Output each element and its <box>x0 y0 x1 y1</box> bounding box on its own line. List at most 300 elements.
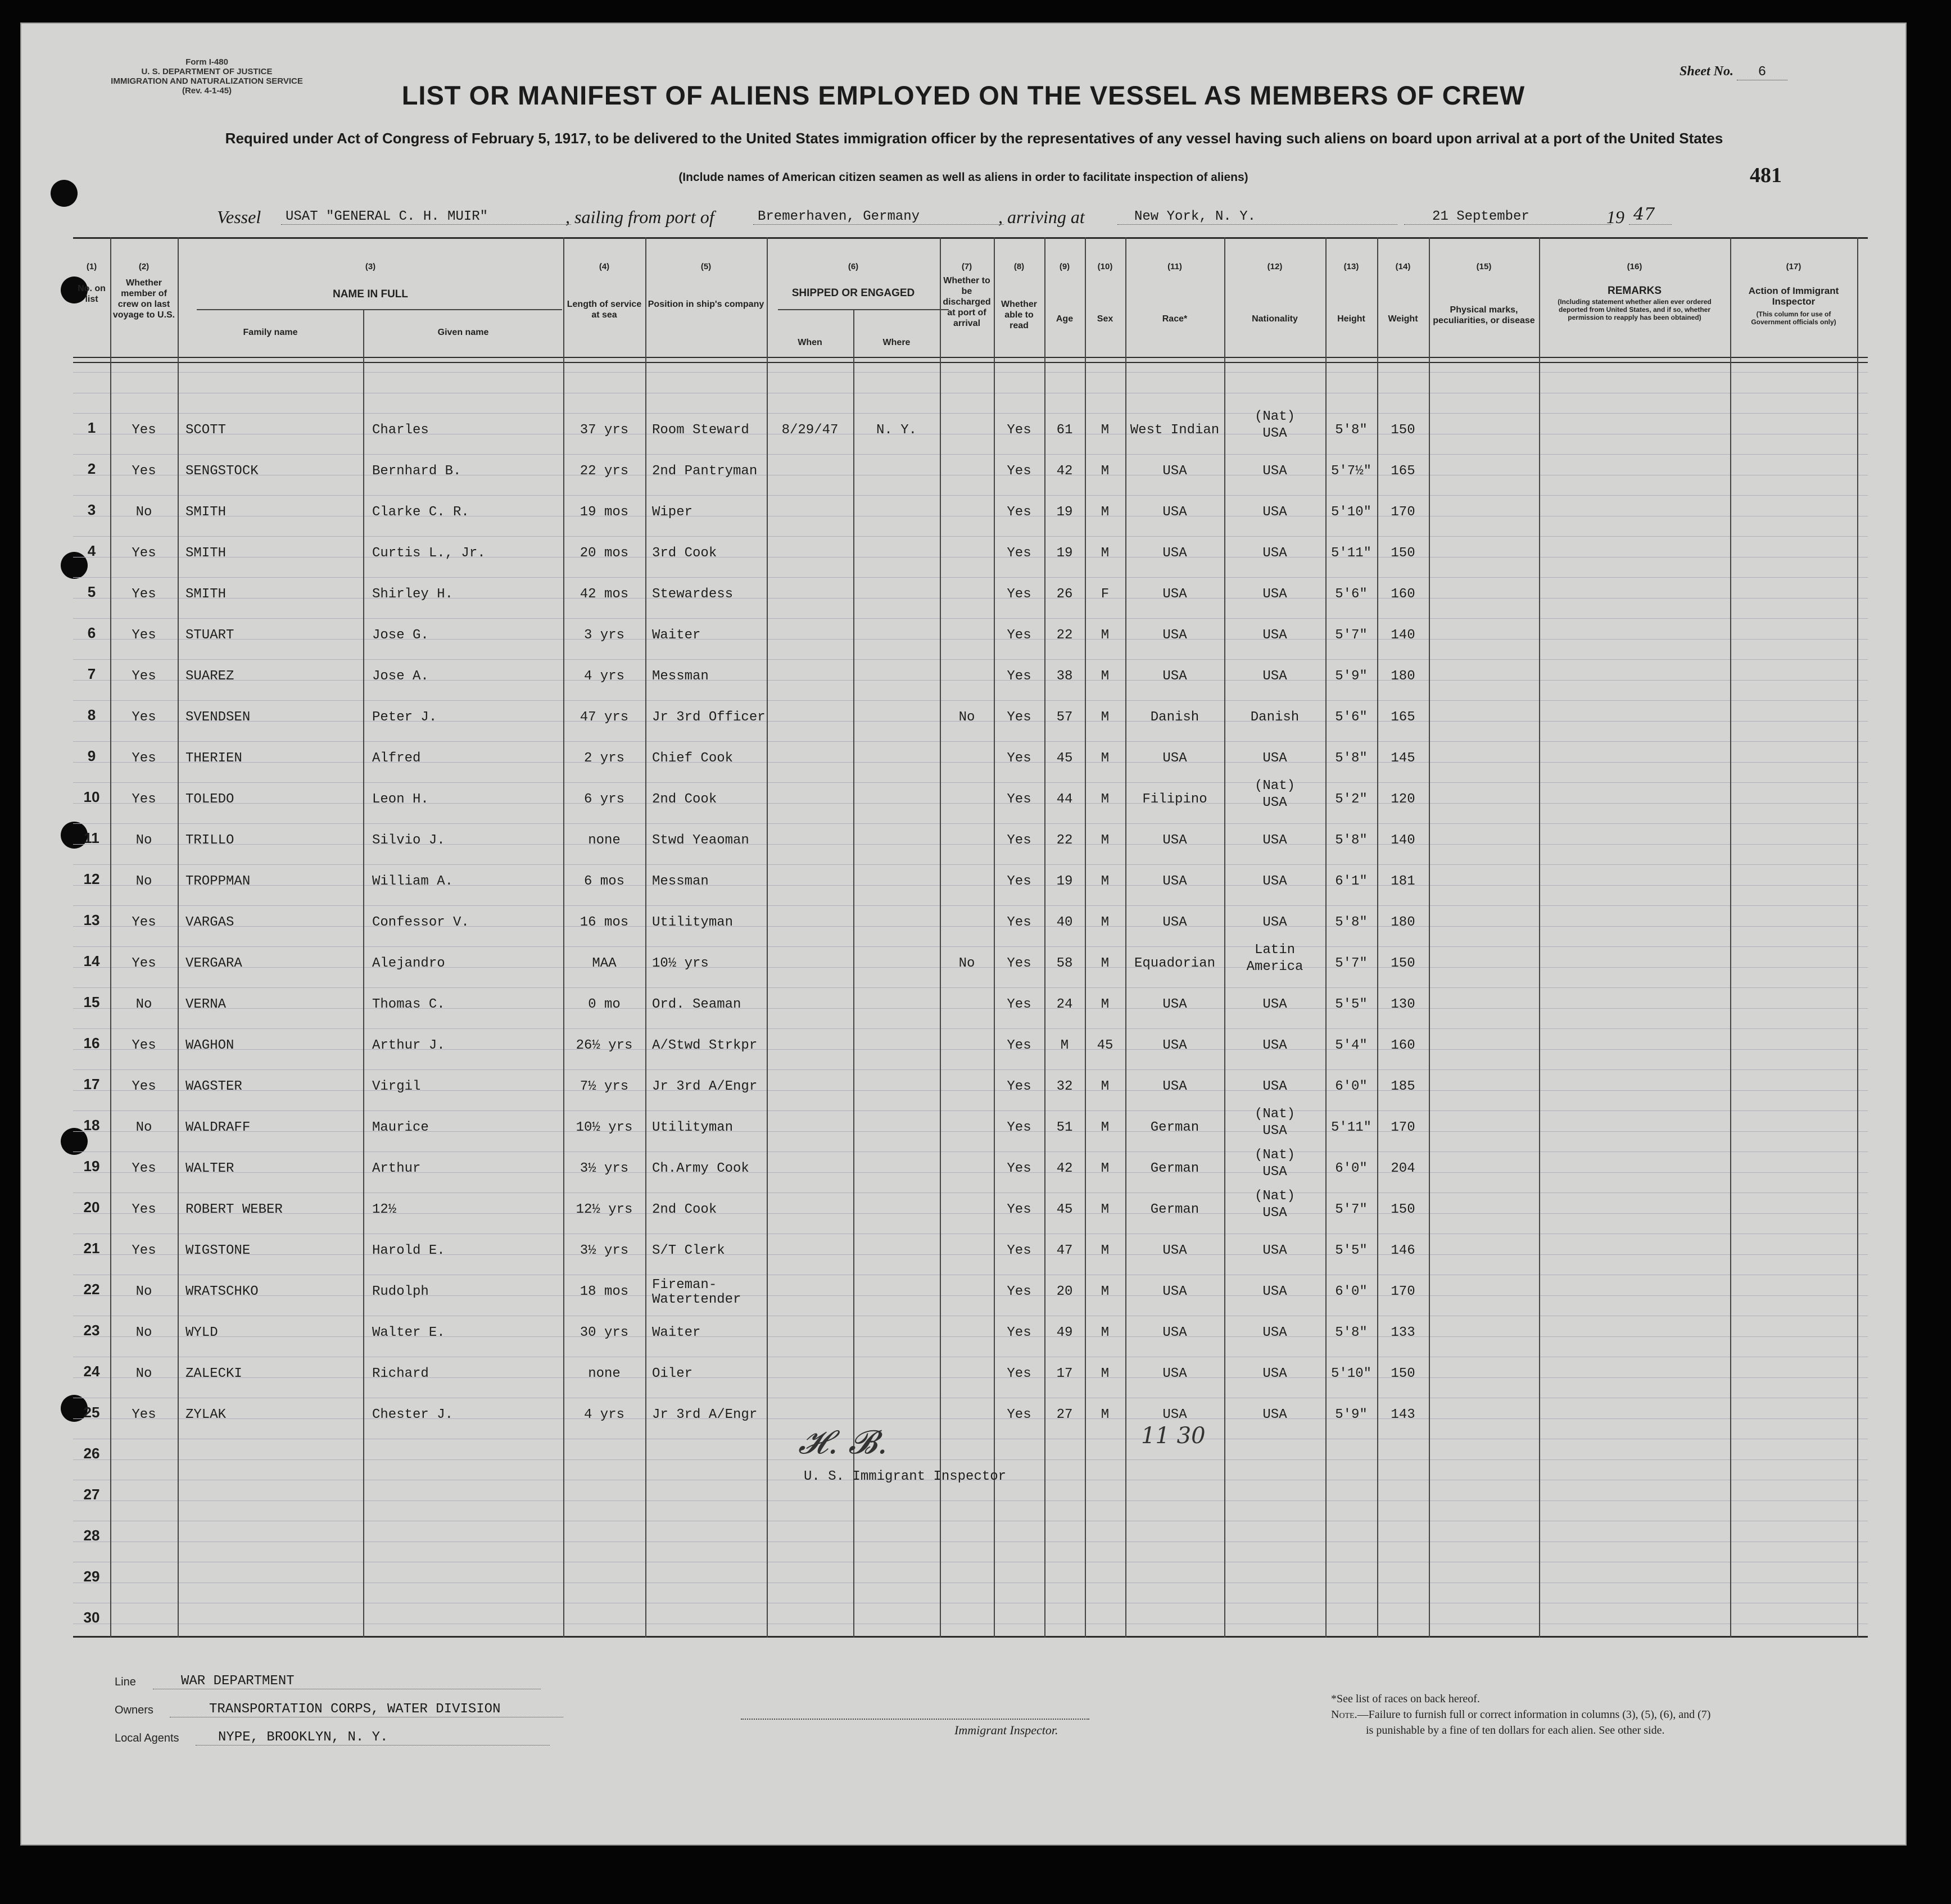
cell-read: Yes <box>1007 1202 1031 1217</box>
column-divider <box>1224 237 1225 1638</box>
cell-service: 42 mos <box>580 587 629 602</box>
cell-position: Fireman- <box>652 1277 717 1293</box>
cell-age: 45 <box>1056 1202 1073 1217</box>
cell-sex: M <box>1101 956 1110 971</box>
column-divider <box>645 237 646 1638</box>
cell-weight: 180 <box>1391 915 1415 930</box>
cell-sex: M <box>1101 1284 1110 1299</box>
cell-nationality: USA <box>1262 997 1287 1012</box>
cell-last: Yes <box>132 669 156 684</box>
cell-family: WRATSCHKO <box>185 1284 259 1299</box>
cell-weight: 146 <box>1391 1243 1415 1258</box>
cell-family: WALTER <box>185 1161 234 1176</box>
cell-read: Yes <box>1007 587 1031 602</box>
cell-read: Yes <box>1007 833 1031 848</box>
cell-family: WAGHON <box>185 1038 234 1053</box>
cell-height: 5'8" <box>1335 423 1368 438</box>
col-14-header: Weight <box>1388 314 1418 324</box>
row-number: 3 <box>87 501 96 518</box>
row-number: 5 <box>87 583 96 600</box>
given-name-header: Given name <box>437 328 489 337</box>
cell-service: none <box>588 833 621 848</box>
row-number: 28 <box>83 1527 100 1544</box>
cell-last: Yes <box>132 710 156 725</box>
cell-family: SMITH <box>185 587 227 602</box>
col-11-header: Race* <box>1162 314 1188 324</box>
cell-nationality-note: (Nat) <box>1254 778 1295 794</box>
cell-sex: M <box>1101 997 1110 1012</box>
cell-service: 4 yrs <box>583 1407 624 1422</box>
cell-service: 30 yrs <box>580 1325 629 1340</box>
col-7-number: (7) <box>961 262 972 271</box>
cell-height: 5'5" <box>1335 997 1368 1012</box>
cell-given: Rudolph <box>372 1284 429 1299</box>
cell-given: Chester J. <box>372 1407 454 1422</box>
cell-sex: M <box>1101 669 1110 684</box>
cell-last: No <box>135 997 152 1012</box>
cell-family: WALDRAFF <box>185 1120 251 1135</box>
header-bottom-border-2 <box>73 362 1868 363</box>
column-divider <box>940 237 941 1638</box>
col-16-subheader: (Including statement whether alien ever ordered deported from United States, and if so, whether permission to reapply has been obtained) <box>1558 298 1712 321</box>
cell-last: No <box>135 1284 152 1299</box>
where-header: Where <box>882 338 911 347</box>
col-10-header: Sex <box>1097 314 1113 324</box>
cell-nationality: Danish <box>1250 710 1300 725</box>
cell-given: Virgil <box>372 1079 421 1094</box>
row-number: 1 <box>87 419 96 436</box>
cell-service: 0 mo <box>588 997 621 1012</box>
cell-read: Yes <box>1007 1284 1031 1299</box>
cell-height: 5'2" <box>1335 792 1368 807</box>
cell-sex: M <box>1101 1202 1110 1217</box>
cell-position: 2nd Cook <box>652 1202 717 1217</box>
cell-family: THERIEN <box>185 751 242 766</box>
cell-weight: 143 <box>1391 1407 1415 1422</box>
cell-height: 5'4" <box>1335 1038 1368 1053</box>
cell-weight: 150 <box>1391 546 1415 561</box>
cell-race: USA <box>1162 997 1187 1012</box>
cell-race: USA <box>1162 1243 1187 1258</box>
cell-service: 7½ yrs <box>580 1079 629 1094</box>
col-16-number: (16) <box>1627 262 1642 271</box>
row-number: 21 <box>83 1240 100 1257</box>
cell-given: Curtis L., Jr. <box>372 546 486 561</box>
form-service: IMMIGRATION AND NATURALIZATION SERVICE <box>111 76 303 86</box>
cell-last: Yes <box>132 915 156 930</box>
cell-position: Ch.Army Cook <box>652 1161 749 1176</box>
cell-sex: M <box>1101 1366 1110 1381</box>
cell-position: 2nd Cook <box>652 792 717 807</box>
cell-service: 20 mos <box>580 546 629 561</box>
cell-age: 22 <box>1056 833 1073 848</box>
cell-height: 5'8" <box>1335 833 1368 848</box>
row-number: 29 <box>83 1568 100 1585</box>
cell-nationality: USA <box>1262 874 1287 889</box>
cell-given: Charles <box>372 423 429 438</box>
cell-sex: M <box>1101 1120 1110 1135</box>
sailing-label: , sailing from port of <box>565 207 714 227</box>
cell-read: Yes <box>1007 669 1031 684</box>
cell-race: USA <box>1162 874 1187 889</box>
cell-race: USA <box>1162 1366 1187 1381</box>
cell-nationality-note: (Nat) <box>1254 1107 1295 1122</box>
cell-given: Arthur <box>372 1161 421 1176</box>
cell-height: 5'8" <box>1335 915 1368 930</box>
ruled-line <box>73 577 1868 578</box>
cell-race: USA <box>1162 1038 1187 1053</box>
cell-nationality: USA <box>1262 1038 1287 1053</box>
row-number: 4 <box>87 542 96 559</box>
cell-position: A/Stwd Strkpr <box>652 1038 758 1053</box>
cell-race: USA <box>1162 546 1187 561</box>
cell-height: 5'7½" <box>1330 464 1371 479</box>
cell-age: 32 <box>1056 1079 1073 1094</box>
ruled-line <box>73 741 1868 742</box>
cell-height: 5'11" <box>1330 546 1371 561</box>
cell-nationality-note: (Nat) <box>1254 409 1295 424</box>
column-divider <box>1730 237 1731 1638</box>
cell-age: 47 <box>1056 1243 1073 1258</box>
cell-weight: 140 <box>1391 628 1415 643</box>
ruled-line <box>73 864 1868 865</box>
cell-position: Room Steward <box>652 423 749 438</box>
cell-weight: 181 <box>1391 874 1415 889</box>
row-number: 20 <box>83 1199 100 1216</box>
cell-position: Waiter <box>652 1325 701 1340</box>
cell-nationality-note: Latin <box>1254 942 1295 958</box>
col-13-number: (13) <box>1343 262 1359 271</box>
cell-service: 16 mos <box>580 915 629 930</box>
cell-position: Jr 3rd A/Engr <box>652 1407 758 1422</box>
cell-height: 5'8" <box>1335 1325 1368 1340</box>
cell-nationality: USA <box>1262 915 1287 930</box>
cell-height: 5'10" <box>1330 505 1371 520</box>
cell-nationality: USA <box>1262 546 1287 561</box>
cell-read: Yes <box>1007 1243 1031 1258</box>
cell-race: USA <box>1162 1284 1187 1299</box>
cell-when: 8/29/47 <box>781 423 839 438</box>
cell-family: SENGSTOCK <box>185 464 259 479</box>
agents-label: Local Agents <box>115 1732 179 1744</box>
cell-position: 10½ yrs <box>652 956 709 971</box>
col-3-header: NAME IN FULL <box>332 288 409 300</box>
cell-sex: M <box>1101 874 1110 889</box>
cell-height: 5'10" <box>1330 1366 1371 1381</box>
cell-position: Jr 3rd A/Engr <box>652 1079 758 1094</box>
col-11-number: (11) <box>1167 262 1182 271</box>
cell-discharged: No <box>958 710 975 725</box>
cell-family: SVENDSEN <box>185 710 251 725</box>
column-divider <box>563 237 564 1638</box>
cell-last: Yes <box>132 464 156 479</box>
col-6-number: (6) <box>848 262 859 271</box>
cell-height: 5'7" <box>1335 628 1368 643</box>
col-8-number: (8) <box>1013 262 1025 271</box>
cell-family: SCOTT <box>185 423 227 438</box>
ruled-line <box>73 823 1868 824</box>
cell-read: Yes <box>1007 1366 1031 1381</box>
cell-race: USA <box>1162 669 1187 684</box>
cell-read: Yes <box>1007 1161 1031 1176</box>
cell-age: 44 <box>1056 792 1073 807</box>
col-9-number: (9) <box>1059 262 1070 271</box>
cell-position: Utilityman <box>652 915 734 930</box>
stamp-number: 481 <box>1750 164 1782 187</box>
cell-nationality: USA <box>1262 833 1287 848</box>
cell-weight: 204 <box>1391 1161 1415 1176</box>
column-divider <box>363 309 364 1638</box>
cell-position: Utilityman <box>652 1120 734 1135</box>
cell-race: German <box>1150 1202 1199 1217</box>
column-divider <box>767 237 768 1638</box>
owners-label: Owners <box>115 1704 153 1716</box>
cell-nationality: USA <box>1262 795 1287 810</box>
cell-age: 26 <box>1056 587 1073 602</box>
cell-nationality: USA <box>1262 1366 1287 1381</box>
cell-weight: 160 <box>1391 1038 1415 1053</box>
cell-position: Waiter <box>652 628 701 643</box>
cell-given: Peter J. <box>372 710 437 725</box>
cell-sex: M <box>1101 1161 1110 1176</box>
cell-family: ZYLAK <box>185 1407 227 1422</box>
cell-position: Jr 3rd Officer <box>652 710 766 725</box>
cell-nationality: USA <box>1262 587 1287 602</box>
col-15-number: (15) <box>1476 262 1492 271</box>
cell-height: 5'6" <box>1335 710 1368 725</box>
cell-age: 19 <box>1056 874 1073 889</box>
cell-position: 3rd Cook <box>652 546 717 561</box>
cell-race: USA <box>1162 1079 1187 1094</box>
cell-weight: 165 <box>1391 710 1415 725</box>
cell-sex: M <box>1101 1079 1110 1094</box>
cell-weight: 180 <box>1391 669 1415 684</box>
cell-race: USA <box>1162 915 1187 930</box>
cell-given: 12½ <box>372 1202 397 1217</box>
ruled-line <box>73 372 1868 373</box>
cell-nationality-note: (Nat) <box>1254 1148 1295 1163</box>
cell-read: Yes <box>1007 628 1031 643</box>
cell-age: M <box>1060 1038 1069 1053</box>
row-number: 25 <box>83 1404 100 1421</box>
row-number: 18 <box>83 1117 100 1134</box>
col-5-number: (5) <box>700 262 712 271</box>
cell-nationality: USA <box>1262 628 1287 643</box>
cell-age: 42 <box>1056 1161 1073 1176</box>
cell-height: 5'6" <box>1335 587 1368 602</box>
column-divider <box>994 237 995 1638</box>
cell-service: 6 mos <box>583 874 624 889</box>
cell-height: 5'7" <box>1335 956 1368 971</box>
year-prefix: 19 <box>1606 207 1624 227</box>
races-note: *See list of races on back hereof. <box>1331 1693 1480 1705</box>
cell-last: No <box>135 1366 152 1381</box>
column-divider <box>1325 237 1327 1638</box>
cell-nationality-note: (Nat) <box>1254 1189 1295 1204</box>
cell-weight: 150 <box>1391 423 1415 438</box>
col-2-number: (2) <box>138 262 150 271</box>
column-divider <box>1085 237 1086 1638</box>
cell-weight: 145 <box>1391 751 1415 766</box>
cell-family: TROPPMAN <box>185 874 251 889</box>
cell-weight: 140 <box>1391 833 1415 848</box>
cell-last: Yes <box>132 1038 156 1053</box>
col-15-header: Physical marks, peculiarities, or disease <box>1433 305 1535 325</box>
cell-given: Thomas C. <box>372 997 445 1012</box>
row-number: 9 <box>87 747 96 764</box>
arriving-label: , arriving at <box>998 207 1085 227</box>
cell-given: Richard <box>372 1366 429 1381</box>
cell-discharged: No <box>958 956 975 971</box>
row-number: 12 <box>83 871 100 887</box>
page-subtitle: Required under Act of Congress of February 5, 1917, to be delivered to the United States immigration officer by the representatives of any vessel having such aliens on board upon arrival at a port of the United States <box>225 130 1723 147</box>
cell-weight: 185 <box>1391 1079 1415 1094</box>
sheet-value: 6 <box>1737 65 1787 80</box>
cell-position: Ord. Seaman <box>652 997 741 1012</box>
cell-last: Yes <box>132 628 156 643</box>
cell-last: Yes <box>132 1407 156 1422</box>
col-9-header: Age <box>1056 314 1074 324</box>
ruled-line <box>73 1110 1868 1111</box>
cell-last: No <box>135 833 152 848</box>
cell-read: Yes <box>1007 546 1031 561</box>
cell-age: 40 <box>1056 915 1073 930</box>
row-number: 23 <box>83 1322 100 1339</box>
row-number: 2 <box>87 460 96 477</box>
cell-race: USA <box>1162 833 1187 848</box>
col-4-header: Length of service at sea <box>567 300 642 320</box>
cell-last: Yes <box>132 1202 156 1217</box>
cell-read: Yes <box>1007 1120 1031 1135</box>
cell-given: Walter E. <box>372 1325 445 1340</box>
cell-height: 6'0" <box>1335 1079 1368 1094</box>
cell-age: 49 <box>1056 1325 1073 1340</box>
cell-read: Yes <box>1007 1038 1031 1053</box>
cell-read: Yes <box>1007 1407 1031 1422</box>
penalty-note <box>1331 1708 1710 1721</box>
cell-nationality: USA <box>1262 1243 1287 1258</box>
cell-service: 2 yrs <box>583 751 624 766</box>
col-17-number: (17) <box>1786 262 1801 271</box>
cell-given: Jose A. <box>372 669 429 684</box>
cell-weight: 150 <box>1391 956 1415 971</box>
cell-last: No <box>135 1120 152 1135</box>
crew-table <box>73 237 1868 1638</box>
cell-race: USA <box>1162 1407 1187 1422</box>
penalty-note-2: is punishable by a fine of ten dollars for each alien. See other side. <box>1366 1724 1665 1737</box>
cell-given: Jose G. <box>372 628 429 643</box>
cell-sex: M <box>1101 464 1110 479</box>
row-number: 24 <box>83 1363 100 1380</box>
cell-nationality: USA <box>1262 1407 1287 1422</box>
ruled-line <box>73 1028 1868 1029</box>
page-note: (Include names of American citizen seamen as well as aliens in order to facilitate inspection of aliens) <box>678 171 1248 184</box>
cell-race: USA <box>1162 464 1187 479</box>
cell-height: 5'9" <box>1335 669 1368 684</box>
ruled-line <box>73 905 1868 906</box>
cell-read: Yes <box>1007 710 1031 725</box>
cell-read: Yes <box>1007 423 1031 438</box>
column-divider <box>1377 237 1378 1638</box>
cell-race: Filipino <box>1142 792 1207 807</box>
cell-nationality: USA <box>1262 505 1287 520</box>
row-number: 16 <box>83 1035 100 1051</box>
cell-last: Yes <box>132 1243 156 1258</box>
line-label: Line <box>115 1676 136 1688</box>
cell-race: USA <box>1162 1325 1187 1340</box>
cell-given: Confessor V. <box>372 915 469 930</box>
cell-last: No <box>135 505 152 520</box>
cell-age: 57 <box>1056 710 1073 725</box>
owners-value: TRANSPORTATION CORPS, WATER DIVISION <box>170 1702 563 1717</box>
cell-service: 3½ yrs <box>580 1243 629 1258</box>
col-16-header: REMARKS <box>1607 285 1662 297</box>
row-number: 10 <box>83 788 100 805</box>
cell-service: none <box>588 1366 621 1381</box>
note-text: —Failure to furnish full or correct information in columns (3), (5), (6), and (7) <box>1357 1708 1711 1721</box>
cell-sex: M <box>1101 505 1110 520</box>
cell-age: 19 <box>1056 505 1073 520</box>
cell-weight: 150 <box>1391 1202 1415 1217</box>
header-bottom-border <box>73 357 1868 358</box>
cell-position: Wiper <box>652 505 693 520</box>
cell-given: William A. <box>372 874 454 889</box>
col-12-header: Nationality <box>1252 314 1298 324</box>
cell-service: 10½ yrs <box>576 1120 633 1135</box>
cell-position: Stwd Yeaoman <box>652 833 749 848</box>
row-number: 8 <box>87 706 96 723</box>
cell-sex: M <box>1101 710 1110 725</box>
cell-height: 6'0" <box>1335 1284 1368 1299</box>
row-number: 6 <box>87 624 96 641</box>
cell-last: Yes <box>132 792 156 807</box>
cell-height: 5'7" <box>1335 1202 1368 1217</box>
cell-height: 5'5" <box>1335 1243 1368 1258</box>
ruled-line <box>73 700 1868 701</box>
cell-service: 4 yrs <box>583 669 624 684</box>
cell-height: 5'11" <box>1330 1120 1371 1135</box>
cell-age: 38 <box>1056 669 1073 684</box>
cell-read: Yes <box>1007 1079 1031 1094</box>
cell-service: 6 yrs <box>583 792 624 807</box>
col-4-number: (4) <box>599 262 610 271</box>
col-6-header: SHIPPED OR ENGAGED <box>791 287 915 299</box>
cell-weight: 150 <box>1391 1366 1415 1381</box>
col-12-number: (12) <box>1267 262 1283 271</box>
cell-read: Yes <box>1007 956 1031 971</box>
column-divider <box>1539 237 1540 1638</box>
row-number: 30 <box>83 1609 100 1626</box>
cell-age: 20 <box>1056 1284 1073 1299</box>
ruled-line <box>73 1069 1868 1070</box>
ruled-line <box>73 1500 1868 1501</box>
cell-race: USA <box>1162 505 1187 520</box>
page-title: LIST OR MANIFEST OF ALIENS EMPLOYED ON THE VESSEL AS MEMBERS OF CREW <box>401 80 1526 110</box>
cell-height: 5'8" <box>1335 751 1368 766</box>
cell-given: Silvio J. <box>372 833 445 848</box>
column-divider <box>1429 237 1430 1638</box>
agents-value: NYPE, BROOKLYN, N. Y. <box>196 1730 550 1746</box>
cell-family: VARGAS <box>185 915 234 930</box>
cell-age: 24 <box>1056 997 1073 1012</box>
cell-last: Yes <box>132 1161 156 1176</box>
cell-sex: M <box>1101 1243 1110 1258</box>
col-3-number: (3) <box>365 262 376 271</box>
row-number: 27 <box>83 1486 100 1503</box>
cell-age: 51 <box>1056 1120 1073 1135</box>
cell-race: West Indian <box>1130 423 1220 438</box>
cell-nationality: USA <box>1262 1284 1287 1299</box>
